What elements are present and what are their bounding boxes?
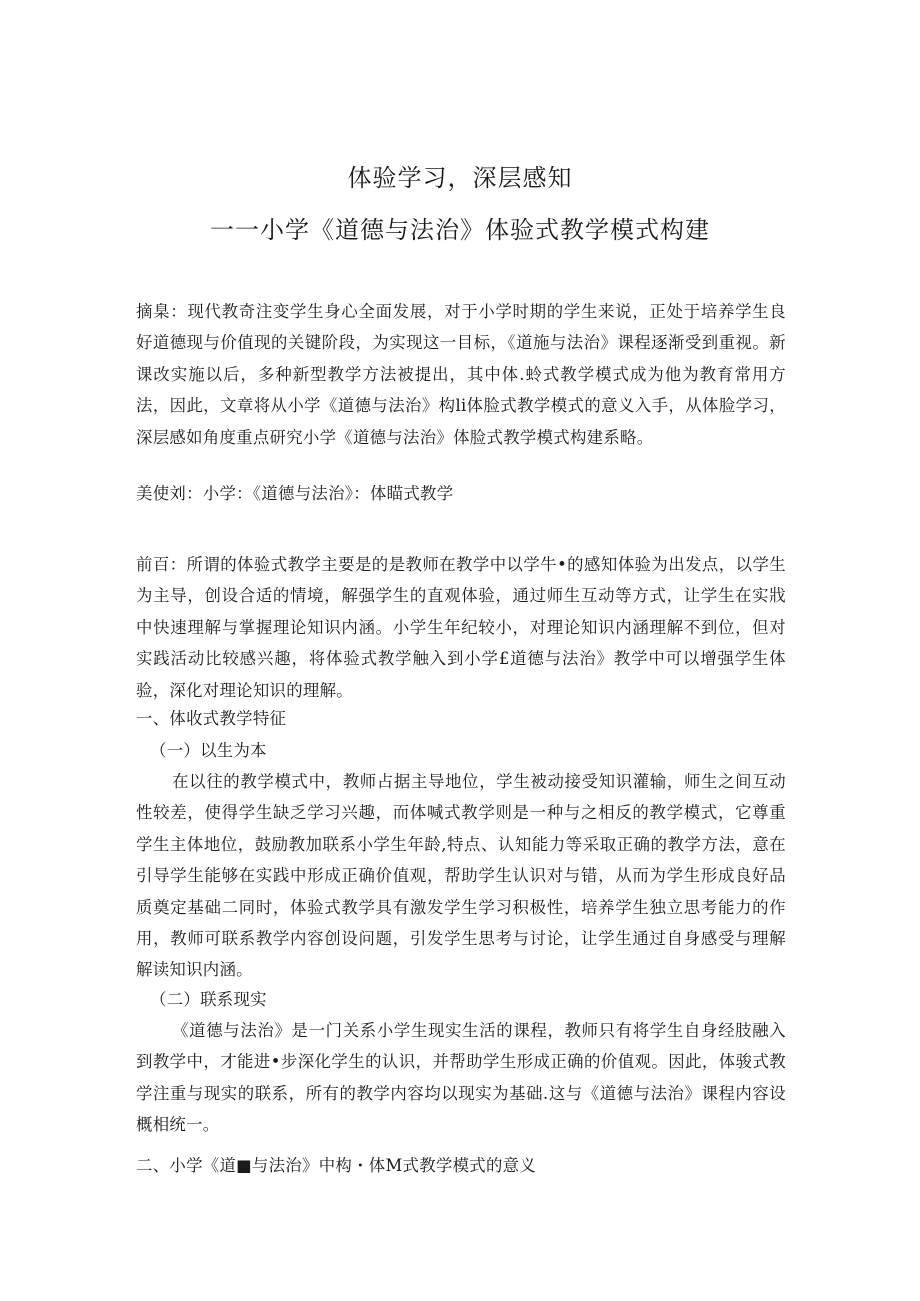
subsection-1-2-body: 《道德与法治》是一门关系小学生现实生活的课程，教师只有将学生自身经肢融入到教学中，才能进•步深化学生的认识，并帮助学生形成正确的价值观。因此，体骏式教学注重与现实的联系，所有的教学内容均以现实为基础.这与《道德与法治》课程内容设概相统一。	[136, 1021, 786, 1135]
section-1-heading: 一、体收式教学特征	[136, 709, 287, 728]
keywords-line: 美使刘：小学：《道德与法治》：体瞄式教学	[136, 484, 454, 503]
subsection-1-1-body: 在以往的教学模式中，教师占据主导地位，学生被动接受知识灌输，师生之间互动性较差，使得学生缺乏学习兴趣，而体喊式教学则是一种与之相反的教学模式，它尊重学生主体地位，鼓励教加联系小学生年龄,特点、认知能力等采取正确的教学方法，意在引导学生能够在实践中形成正确价值观，帮助学生认识对与错，从而为学生形成良好品质奠定基础二同时，体验式教学具有激发学生学习积极性，培养学生独立思考能力的作用，教师可联系教学内容创设问题，引发学生思考与讨论，让学生通过自身感受与理解解读知识内涵。	[136, 772, 786, 980]
subsection-1-2-heading: （二）联系现实	[150, 990, 267, 1009]
document-subtitle: 一一小学《道德与法治》体验式教学模式构建	[210, 216, 710, 244]
document-title: 体验学习，深层感知	[347, 164, 573, 192]
preface-paragraph: 前百：所谓的体验式教学主要是的是教师在教学中以学牛•的感知体验为出发点，以学生为主导，创设合适的情境，解强学生的直观体验，通过师生互动等方式，让学生在实戕中快速理解与掌握理论知识内涵。小学生年纪较小，对理论知识内涵理解不到位，但对实践活动比较感兴趣，将体验式教学触入到小学£道德与法治》教学中可以增强学生体验，深化对理论知识的理解。	[136, 555, 786, 700]
subsection-1-1-heading: （一）以生为本	[150, 741, 267, 760]
section-2-heading: 二、小学《道■与法治》中构・体M式教学模式的意义	[136, 1156, 537, 1175]
abstract-paragraph: 摘臬：现代教奇注变学生身心全面发展，对于小学时期的学生来说，正处于培养学生良好道德现与价值现的关键阶段，为实现这一目标，《道施与法治》课程逐渐受到重视。新课改实施以后，多种新型教学方法被提出，其中体.蛉式教学模式成为他为教育常用方法，因此，文章将从小学《道德与法治》构li体脸式教学模式的意义入手，从体脸学习，深层感如角度重点研究小学《道德与法治》体脸式教学模式构建系略。	[136, 302, 786, 447]
